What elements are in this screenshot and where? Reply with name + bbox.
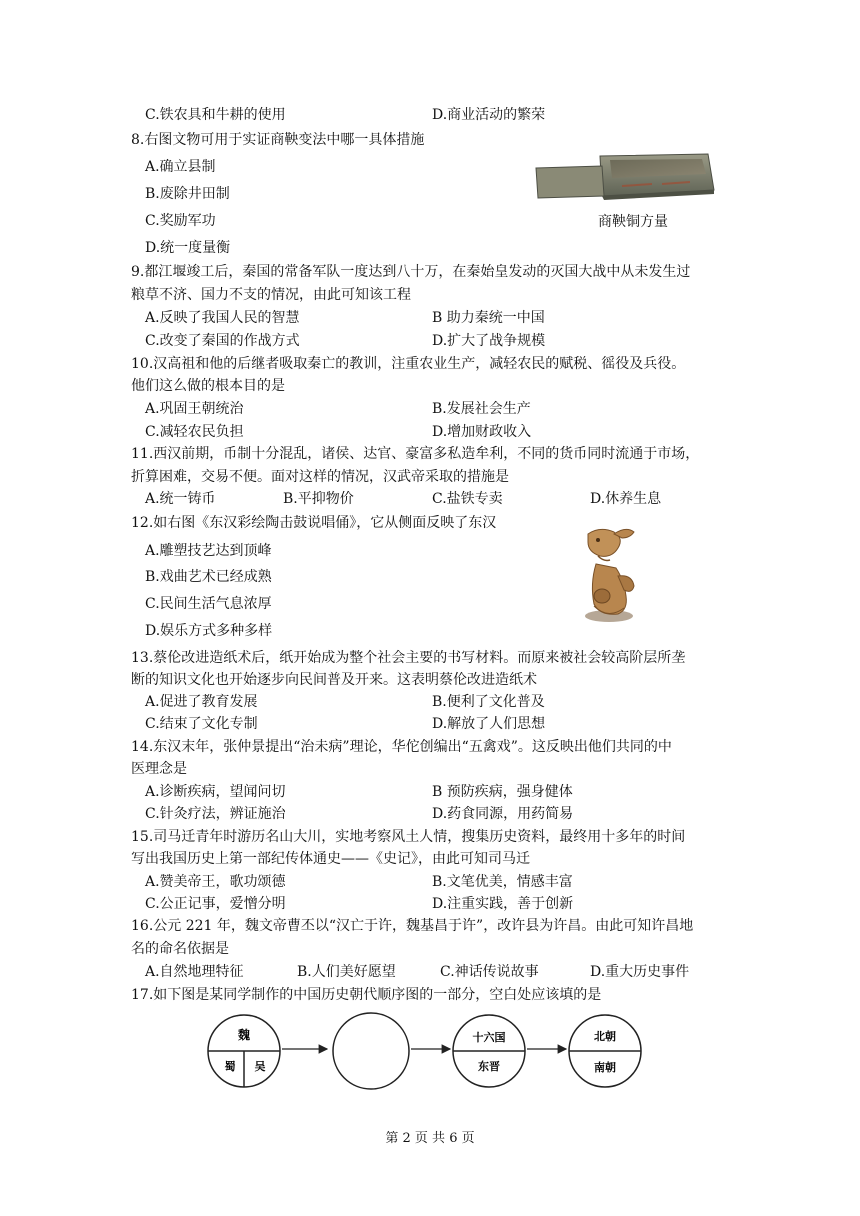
q15-option-a: A.赞美帝王，歌功颂德 xyxy=(145,874,286,890)
q11-stem-line2: 折算困难，交易不便。面对这样的情况，汉武帝采取的措施是 xyxy=(131,469,509,485)
q12-option-d: D.娱乐方式多种多样 xyxy=(145,623,273,639)
q11-option-b: B.平抑物价 xyxy=(283,491,354,507)
q10-option-b: B.发展社会生产 xyxy=(432,401,531,417)
q12-option-b: B.戏曲艺术已经成熟 xyxy=(145,569,272,585)
pottery-storyteller-figurine-image xyxy=(578,524,640,624)
q8-stem: 8.右图文物可用于实证商鞅变法中哪一具体措施 xyxy=(131,132,425,148)
q16-option-b: B.人们美好愿望 xyxy=(297,964,396,980)
q10-option-d: D.增加财政收入 xyxy=(432,424,532,440)
q13-stem-line2: 断的知识文化也开始逐步向民间普及开来。这表明蔡伦改进造纸术 xyxy=(131,672,537,688)
q16-option-d: D.重大历史事件 xyxy=(590,964,690,980)
q13-option-b: B.便利了文化普及 xyxy=(432,694,545,710)
q16-option-a: A.自然地理特征 xyxy=(145,964,244,980)
q8-option-d: D.统一度量衡 xyxy=(145,240,231,256)
bronze-measure-image xyxy=(532,150,716,202)
q12-option-a: A.雕塑技艺达到顶峰 xyxy=(145,543,272,559)
dynasty-circle-sixteen-kingdoms-eastern-jin xyxy=(453,1015,525,1087)
q12-option-c: C.民间生活气息浓厚 xyxy=(145,596,272,612)
dynasty-label-shu: 蜀 xyxy=(224,1060,236,1073)
q13-option-a: A.促进了教育发展 xyxy=(145,694,258,710)
q15-stem-line2: 写出我国历史上第一部纪传体通史——《史记》，由此可知司马迁 xyxy=(131,851,530,867)
dynasty-circle-wei-shu-wu xyxy=(208,1015,280,1087)
q12-stem: 12.如右图《东汉彩绘陶击鼓说唱俑》，它从侧面反映了东汉 xyxy=(131,515,497,531)
q8-option-a: A.确立县制 xyxy=(145,159,216,175)
page-footer: 第 2 页 共 6 页 xyxy=(385,1131,475,1146)
dynasty-sequence-diagram xyxy=(200,1010,680,1092)
q9-option-a: A.反映了我国人民的智慧 xyxy=(145,310,300,326)
q14-stem-line2: 医理念是 xyxy=(131,761,187,777)
q11-option-d: D.休养生息 xyxy=(590,491,662,507)
q14-stem-line1: 14.东汉末年，张仲景提出“治未病”理论，华佗创编出“五禽戏”。这反映出他们共同的中 xyxy=(131,739,672,755)
dynasty-label-northern: 北朝 xyxy=(594,1030,616,1043)
q14-option-a: A.诊断疾病，望闻问切 xyxy=(145,784,286,800)
q9-stem-line2: 粮草不济、国力不支的情况，由此可知该工程 xyxy=(131,287,411,303)
q10-stem-line1: 10.汉高祖和他的后继者吸取秦亡的教训，注重农业生产，减轻农民的赋税、徭役及兵役。 xyxy=(131,356,686,372)
q14-option-b: B 预防疾病，强身健体 xyxy=(432,784,573,800)
q16-option-c: C.神话传说故事 xyxy=(440,964,539,980)
q15-option-c: C.公正记事，爱憎分明 xyxy=(145,896,286,912)
q13-stem-line1: 13.蔡伦改进造纸术后，纸开始成为整个社会主要的书写材料。而原来被社会较高阶层所垄 xyxy=(131,650,686,666)
q14-option-d: D.药食同源，用药简易 xyxy=(432,806,574,822)
q13-option-d: D.解放了人们思想 xyxy=(432,716,546,732)
q9-option-b: B 助力秦统一中国 xyxy=(432,310,545,326)
q7-option-d: D.商业活动的繁荣 xyxy=(432,107,546,123)
q8-figure-caption: 商鞅铜方量 xyxy=(598,214,668,230)
q9-option-d: D.扩大了战争规模 xyxy=(432,333,546,349)
q14-option-c: C.针灸疗法，辨证施治 xyxy=(145,806,286,822)
q11-option-a: A.统一铸币 xyxy=(145,491,216,507)
q10-stem-line2: 他们这么做的根本目的是 xyxy=(131,378,285,394)
q8-option-b: B.废除井田制 xyxy=(145,186,230,202)
q7-option-c: C.铁农具和牛耕的使用 xyxy=(145,107,286,123)
dynasty-circle-northern-southern xyxy=(569,1015,641,1087)
q8-option-c: C.奖励军功 xyxy=(145,213,216,229)
q17-stem: 17.如下图是某同学制作的中国历史朝代顺序图的一部分，空白处应该填的是 xyxy=(131,987,602,1003)
q16-stem-line2: 名的命名依据是 xyxy=(131,941,229,957)
q15-option-b: B.文笔优美，情感丰富 xyxy=(432,874,573,890)
q13-option-c: C.结束了文化专制 xyxy=(145,716,258,732)
dynasty-label-sixteen-kingdoms: 十六国 xyxy=(472,1031,506,1044)
q10-option-c: C.减轻农民负担 xyxy=(145,424,244,440)
dynasty-circle-blank xyxy=(333,1013,409,1089)
dynasty-label-eastern-jin: 东晋 xyxy=(478,1060,500,1073)
dynasty-label-wei: 魏 xyxy=(237,1028,251,1042)
q16-stem-line1: 16.公元 221 年，魏文帝曹丕以“汉亡于许，魏基昌于许”，改许县为许昌。由此可知许昌地 xyxy=(131,918,694,934)
dynasty-label-southern: 南朝 xyxy=(594,1061,616,1074)
q10-option-a: A.巩固王朝统治 xyxy=(145,401,244,417)
q9-option-c: C.改变了秦国的作战方式 xyxy=(145,333,300,349)
q15-option-d: D.注重实践，善于创新 xyxy=(432,896,574,912)
q11-option-c: C.盐铁专卖 xyxy=(432,491,503,507)
dynasty-label-wu: 吴 xyxy=(254,1060,266,1073)
q11-stem-line1: 11.西汉前期，币制十分混乱，诸侯、达官、豪富多私造牟利，不同的货币同时流通于市场， xyxy=(131,446,700,462)
q15-stem-line1: 15.司马迁青年时游历名山大川，实地考察风土人情，搜集历史资料，最终用十多年的时间 xyxy=(131,829,686,845)
q9-stem-line1: 9.都江堰竣工后，秦国的常备军队一度达到八十万，在秦始皇发动的灭国大战中从未发生过 xyxy=(131,264,691,280)
